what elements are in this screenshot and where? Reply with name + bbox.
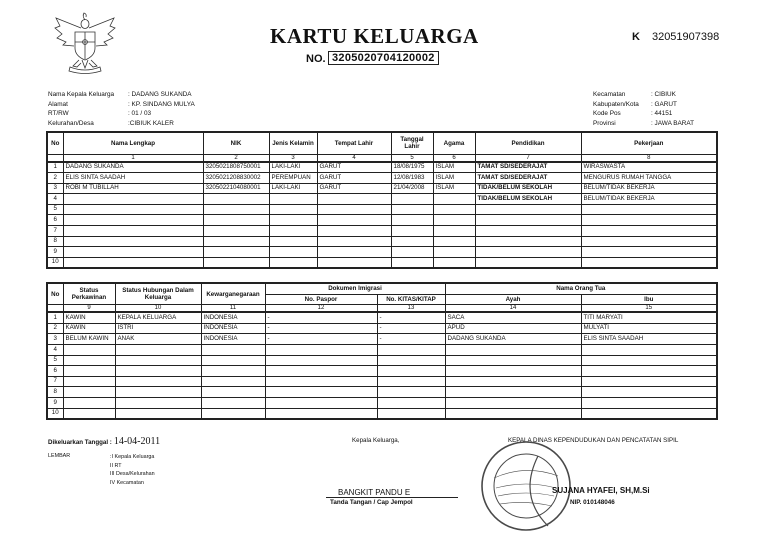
table-cell bbox=[433, 204, 475, 215]
table-cell bbox=[475, 204, 581, 215]
table-row bbox=[47, 257, 717, 268]
table-cell bbox=[377, 408, 445, 419]
table-cell bbox=[269, 226, 317, 237]
table-cell bbox=[445, 387, 581, 398]
col-header: Nama Lengkap bbox=[63, 132, 203, 154]
table-cell bbox=[201, 376, 265, 387]
table-cell bbox=[265, 408, 377, 419]
table-row bbox=[47, 312, 717, 323]
table-cell: LAKI-LAKI bbox=[269, 183, 317, 194]
info-label: Kabupaten/Kota bbox=[593, 100, 639, 108]
table-row bbox=[47, 408, 717, 419]
official-name: SUJANA HYAFEI, SH,M.Si bbox=[552, 486, 650, 495]
info-row bbox=[593, 119, 694, 129]
column-number: 7 bbox=[475, 154, 581, 162]
table-cell: 12/08/1983 bbox=[391, 173, 433, 184]
table-cell bbox=[317, 226, 391, 237]
table-cell bbox=[445, 376, 581, 387]
row-number-cell: 6 bbox=[47, 366, 63, 377]
table-row bbox=[47, 323, 717, 334]
table-row bbox=[47, 334, 717, 345]
table-cell bbox=[201, 387, 265, 398]
table-cell: TITI MARYATI bbox=[581, 312, 717, 323]
table-cell bbox=[581, 366, 717, 377]
table-row bbox=[47, 376, 717, 387]
table-cell bbox=[581, 376, 717, 387]
issued-label: Dikeluarkan Tanggal : bbox=[48, 439, 112, 446]
table-cell: PEREMPUAN bbox=[269, 173, 317, 184]
issued-date-line bbox=[48, 436, 160, 447]
garuda-emblem-icon bbox=[52, 12, 118, 76]
table-cell: ISLAM bbox=[433, 162, 475, 173]
kepala-keluarga-name: BANGKIT PANDU E bbox=[338, 488, 411, 497]
table-cell bbox=[63, 376, 115, 387]
table-cell: - bbox=[265, 312, 377, 323]
column-number: 9 bbox=[63, 305, 115, 313]
table-row bbox=[47, 162, 717, 173]
table-cell: GARUT bbox=[317, 162, 391, 173]
table-cell bbox=[317, 236, 391, 247]
table-row bbox=[47, 387, 717, 398]
table-cell bbox=[265, 397, 377, 408]
table-row bbox=[47, 226, 717, 237]
col-header: Kewarganegaraan bbox=[201, 283, 265, 305]
table-cell bbox=[63, 247, 203, 258]
table-cell bbox=[203, 215, 269, 226]
table-cell bbox=[63, 387, 115, 398]
table-cell bbox=[269, 247, 317, 258]
table-cell bbox=[377, 355, 445, 366]
column-number: 1 bbox=[63, 154, 203, 162]
official-nip: NIP. 010148046 bbox=[570, 499, 615, 506]
row-number-cell: 7 bbox=[47, 226, 63, 237]
table-cell bbox=[63, 194, 203, 205]
table-cell bbox=[201, 344, 265, 355]
table-cell bbox=[269, 204, 317, 215]
info-label: RT/RW bbox=[48, 110, 69, 117]
column-number: 10 bbox=[115, 305, 201, 313]
table-cell bbox=[581, 236, 717, 247]
table-cell bbox=[63, 408, 115, 419]
table-header-row bbox=[47, 132, 717, 154]
table-cell bbox=[203, 257, 269, 268]
table-row bbox=[47, 236, 717, 247]
table-cell bbox=[445, 355, 581, 366]
table-cell bbox=[63, 215, 203, 226]
table-cell bbox=[115, 408, 201, 419]
row-number-cell: 1 bbox=[47, 312, 63, 323]
row-number-cell: 3 bbox=[47, 334, 63, 345]
table-row bbox=[47, 247, 717, 258]
column-number-row bbox=[47, 305, 717, 313]
table-cell bbox=[201, 355, 265, 366]
household-info-right bbox=[593, 90, 694, 128]
table-cell: ISTRI bbox=[115, 323, 201, 334]
table-cell bbox=[269, 236, 317, 247]
table-cell bbox=[265, 344, 377, 355]
table-cell bbox=[433, 236, 475, 247]
table-cell bbox=[377, 344, 445, 355]
table-cell bbox=[317, 247, 391, 258]
table-cell bbox=[63, 236, 203, 247]
table-cell: KAWIN bbox=[63, 312, 115, 323]
table-cell: 18/08/1975 bbox=[391, 162, 433, 173]
table-cell bbox=[377, 397, 445, 408]
table-cell: TAMAT SD/SEDERAJAT bbox=[475, 162, 581, 173]
table-cell bbox=[115, 387, 201, 398]
table-cell bbox=[391, 236, 433, 247]
table-cell: 3205021808750001 bbox=[203, 162, 269, 173]
table-row bbox=[47, 344, 717, 355]
info-value: :CIBIUK KALER bbox=[128, 119, 174, 127]
col-header: NIK bbox=[203, 132, 269, 154]
table-cell: BELUM KAWIN bbox=[63, 334, 115, 345]
table-cell: ROBI M TUBILLAH bbox=[63, 183, 203, 194]
info-label: Kecamatan bbox=[593, 91, 626, 98]
table-cell: MULYATI bbox=[581, 323, 717, 334]
table-cell: WIRASWASTA bbox=[581, 162, 717, 173]
table-cell: GARUT bbox=[317, 173, 391, 184]
info-row bbox=[593, 90, 694, 100]
table-cell bbox=[203, 194, 269, 205]
kk-number-label: NO. bbox=[306, 53, 326, 65]
row-number-cell: 4 bbox=[47, 344, 63, 355]
table-cell bbox=[445, 397, 581, 408]
table-cell bbox=[115, 366, 201, 377]
info-value: : 01 / 03 bbox=[128, 110, 152, 117]
table-cell: - bbox=[377, 323, 445, 334]
col-header: Status Hubungan Dalam Keluarga bbox=[115, 283, 201, 305]
column-number: 3 bbox=[269, 154, 317, 162]
household-info-left bbox=[48, 90, 195, 128]
row-number-cell: 8 bbox=[47, 236, 63, 247]
col-header: Pendidikan bbox=[475, 132, 581, 154]
row-number-cell: 7 bbox=[47, 376, 63, 387]
table-cell bbox=[433, 247, 475, 258]
table-row bbox=[47, 366, 717, 377]
table-header-row bbox=[47, 283, 717, 294]
table-cell bbox=[265, 387, 377, 398]
info-value: : DADANG SUKANDA bbox=[128, 91, 192, 98]
column-number: 12 bbox=[265, 305, 377, 313]
table-cell: APUD bbox=[445, 323, 581, 334]
col-header: Nama Orang Tua bbox=[445, 283, 717, 294]
row-number-cell: 9 bbox=[47, 397, 63, 408]
table-cell bbox=[433, 226, 475, 237]
table-cell bbox=[377, 366, 445, 377]
table-cell: - bbox=[265, 323, 377, 334]
table-row bbox=[47, 397, 717, 408]
table-cell bbox=[475, 247, 581, 258]
table-cell bbox=[581, 397, 717, 408]
row-number-cell: 10 bbox=[47, 408, 63, 419]
table-cell bbox=[63, 355, 115, 366]
table-cell bbox=[115, 397, 201, 408]
kadis-label: KEPALA DINAS KEPENDUDUKAN DAN PENCATATAN SIPIL bbox=[508, 437, 679, 444]
table-cell: LAKI-LAKI bbox=[269, 162, 317, 173]
info-label: Alamat bbox=[48, 100, 68, 108]
info-value: : JAWA BARAT bbox=[651, 119, 695, 127]
table-cell bbox=[269, 194, 317, 205]
col-header: Jenis Kelamin bbox=[269, 132, 317, 154]
table-row bbox=[47, 173, 717, 184]
document-id-number: 32051907398 bbox=[651, 31, 720, 43]
table-cell bbox=[63, 257, 203, 268]
table-cell bbox=[201, 366, 265, 377]
table-cell bbox=[203, 226, 269, 237]
info-value: : CIBIUK bbox=[651, 91, 676, 98]
table-cell bbox=[391, 194, 433, 205]
table-cell bbox=[317, 194, 391, 205]
table-cell bbox=[581, 204, 717, 215]
table-cell: SACA bbox=[445, 312, 581, 323]
column-number: 15 bbox=[581, 305, 717, 313]
table-cell bbox=[581, 226, 717, 237]
table-cell bbox=[581, 344, 717, 355]
table-cell: INDONESIA bbox=[201, 334, 265, 345]
table-cell bbox=[445, 344, 581, 355]
table-cell: 21/04/2008 bbox=[391, 183, 433, 194]
table-cell bbox=[115, 376, 201, 387]
table-cell bbox=[201, 408, 265, 419]
table-cell bbox=[445, 366, 581, 377]
column-number: 8 bbox=[581, 154, 717, 162]
table-cell bbox=[391, 247, 433, 258]
table-cell bbox=[391, 226, 433, 237]
col-header: Agama bbox=[433, 132, 475, 154]
table-cell bbox=[269, 257, 317, 268]
table-cell bbox=[377, 387, 445, 398]
row-number-cell: 2 bbox=[47, 173, 63, 184]
document-id-letter: K bbox=[632, 31, 640, 43]
table-cell bbox=[269, 215, 317, 226]
col-header: Pekerjaan bbox=[581, 132, 717, 154]
table-cell: KAWIN bbox=[63, 323, 115, 334]
row-number-cell: 3 bbox=[47, 183, 63, 194]
col-header: No bbox=[47, 132, 63, 154]
table-cell bbox=[201, 397, 265, 408]
table-row bbox=[47, 215, 717, 226]
row-number-cell: 8 bbox=[47, 387, 63, 398]
table-cell bbox=[581, 408, 717, 419]
table-cell bbox=[317, 257, 391, 268]
table-cell bbox=[203, 236, 269, 247]
table-cell: BELUM/TIDAK BEKERJA bbox=[581, 183, 717, 194]
table-cell bbox=[391, 215, 433, 226]
table-cell bbox=[317, 204, 391, 215]
lembar-item: IV Kecamatan bbox=[110, 479, 144, 486]
col-header: No. Paspor bbox=[265, 294, 377, 305]
table-cell bbox=[475, 215, 581, 226]
table-cell bbox=[265, 366, 377, 377]
info-row bbox=[48, 90, 195, 100]
info-row bbox=[48, 109, 195, 119]
table-row bbox=[47, 194, 717, 205]
table-cell bbox=[203, 204, 269, 215]
info-label: Provinsi bbox=[593, 119, 616, 127]
table-cell bbox=[433, 215, 475, 226]
document-title: KARTU KELUARGA bbox=[270, 24, 479, 48]
lembar-label: LEMBAR bbox=[48, 453, 71, 459]
table-cell bbox=[475, 236, 581, 247]
table-cell bbox=[581, 355, 717, 366]
table-cell: DADANG SUKANDA bbox=[63, 162, 203, 173]
col-header: Tanggal Lahir bbox=[391, 132, 433, 154]
table-cell bbox=[115, 344, 201, 355]
row-number-cell: 4 bbox=[47, 194, 63, 205]
table-cell bbox=[475, 226, 581, 237]
table-cell bbox=[581, 387, 717, 398]
column-number bbox=[47, 154, 63, 162]
table-row bbox=[47, 183, 717, 194]
table-cell bbox=[391, 257, 433, 268]
info-label: Nama Kepala Keluarga bbox=[48, 91, 115, 98]
kk-number: 3205020704120002 bbox=[328, 51, 439, 65]
table-cell bbox=[445, 408, 581, 419]
table-cell: MENGURUS RUMAH TANGGA bbox=[581, 173, 717, 184]
col-header: Dokumen Imigrasi bbox=[265, 283, 445, 294]
info-value: : GARUT bbox=[651, 100, 677, 108]
col-header: No bbox=[47, 283, 63, 305]
issued-date: 14-04-2011 bbox=[113, 436, 161, 447]
lembar-list bbox=[110, 453, 155, 487]
document-id bbox=[632, 31, 719, 43]
table-cell bbox=[63, 226, 203, 237]
table-cell bbox=[581, 215, 717, 226]
table-cell: DADANG SUKANDA bbox=[445, 334, 581, 345]
table-cell bbox=[433, 257, 475, 268]
table-cell bbox=[265, 355, 377, 366]
table-cell: INDONESIA bbox=[201, 323, 265, 334]
table-cell bbox=[63, 366, 115, 377]
table-cell bbox=[433, 194, 475, 205]
table-cell: 3205021208830002 bbox=[203, 173, 269, 184]
table-row bbox=[47, 355, 717, 366]
info-value: : KP. SINDANG MULYA bbox=[128, 100, 195, 108]
column-number-row bbox=[47, 154, 717, 162]
col-header: Tempat Lahir bbox=[317, 132, 391, 154]
table-cell: ISLAM bbox=[433, 173, 475, 184]
table-cell bbox=[63, 397, 115, 408]
family-status-table bbox=[46, 282, 718, 420]
table-cell: ANAK bbox=[115, 334, 201, 345]
table-cell bbox=[581, 247, 717, 258]
row-number-cell: 5 bbox=[47, 355, 63, 366]
table-cell: ISLAM bbox=[433, 183, 475, 194]
column-number: 4 bbox=[317, 154, 391, 162]
table-row bbox=[47, 204, 717, 215]
info-label: Kelurahan/Desa bbox=[48, 119, 94, 127]
table-cell bbox=[581, 257, 717, 268]
family-members-table bbox=[46, 131, 718, 269]
table-cell: ELIS SINTA SAADAH bbox=[581, 334, 717, 345]
kepala-keluarga-label: Kepala Keluarga, bbox=[352, 437, 400, 444]
column-number bbox=[47, 305, 63, 313]
table-cell bbox=[63, 204, 203, 215]
table-cell bbox=[265, 376, 377, 387]
table-cell: TIDAK/BELUM SEKOLAH bbox=[475, 194, 581, 205]
info-row bbox=[593, 100, 694, 110]
column-number: 6 bbox=[433, 154, 475, 162]
signature-line bbox=[326, 497, 458, 498]
col-header: Ibu bbox=[581, 294, 717, 305]
column-number: 2 bbox=[203, 154, 269, 162]
column-number: 11 bbox=[201, 305, 265, 313]
table-cell bbox=[203, 247, 269, 258]
table-cell bbox=[317, 215, 391, 226]
table-cell: GARUT bbox=[317, 183, 391, 194]
table-cell bbox=[377, 376, 445, 387]
lembar-item: II RT bbox=[110, 462, 122, 469]
info-label: Kode Pos bbox=[593, 110, 621, 117]
col-header: No. KITAS/KITAP bbox=[377, 294, 445, 305]
table-cell: - bbox=[265, 334, 377, 345]
table-cell: 3205022104080001 bbox=[203, 183, 269, 194]
row-number-cell: 5 bbox=[47, 204, 63, 215]
info-row bbox=[48, 119, 195, 129]
table-cell: INDONESIA bbox=[201, 312, 265, 323]
table-cell: TAMAT SD/SEDERAJAT bbox=[475, 173, 581, 184]
row-number-cell: 2 bbox=[47, 323, 63, 334]
info-value: : 44151 bbox=[651, 110, 673, 117]
table-cell: TIDAK/BELUM SEKOLAH bbox=[475, 183, 581, 194]
lembar-item: :I Kepala Keluarga bbox=[110, 454, 155, 460]
column-number: 5 bbox=[391, 154, 433, 162]
table-cell: - bbox=[377, 312, 445, 323]
row-number-cell: 9 bbox=[47, 247, 63, 258]
table-cell bbox=[115, 355, 201, 366]
table-cell bbox=[475, 257, 581, 268]
row-number-cell: 6 bbox=[47, 215, 63, 226]
column-number: 14 bbox=[445, 305, 581, 313]
table-cell: KEPALA KELUARGA bbox=[115, 312, 201, 323]
table-cell: ELIS SINTA SAADAH bbox=[63, 173, 203, 184]
col-header: Ayah bbox=[445, 294, 581, 305]
table-cell: BELUM/TIDAK BEKERJA bbox=[581, 194, 717, 205]
info-row bbox=[593, 109, 694, 119]
table-cell bbox=[391, 204, 433, 215]
signature-caption: Tanda Tangan / Cap Jempol bbox=[330, 499, 413, 506]
lembar-item: III Desa/Kelurahan bbox=[110, 471, 155, 477]
col-header: Status Perkawinan bbox=[63, 283, 115, 305]
info-row bbox=[48, 100, 195, 110]
table-cell: - bbox=[377, 334, 445, 345]
column-number: 13 bbox=[377, 305, 445, 313]
row-number-cell: 10 bbox=[47, 257, 63, 268]
row-number-cell: 1 bbox=[47, 162, 63, 173]
table-cell bbox=[63, 344, 115, 355]
